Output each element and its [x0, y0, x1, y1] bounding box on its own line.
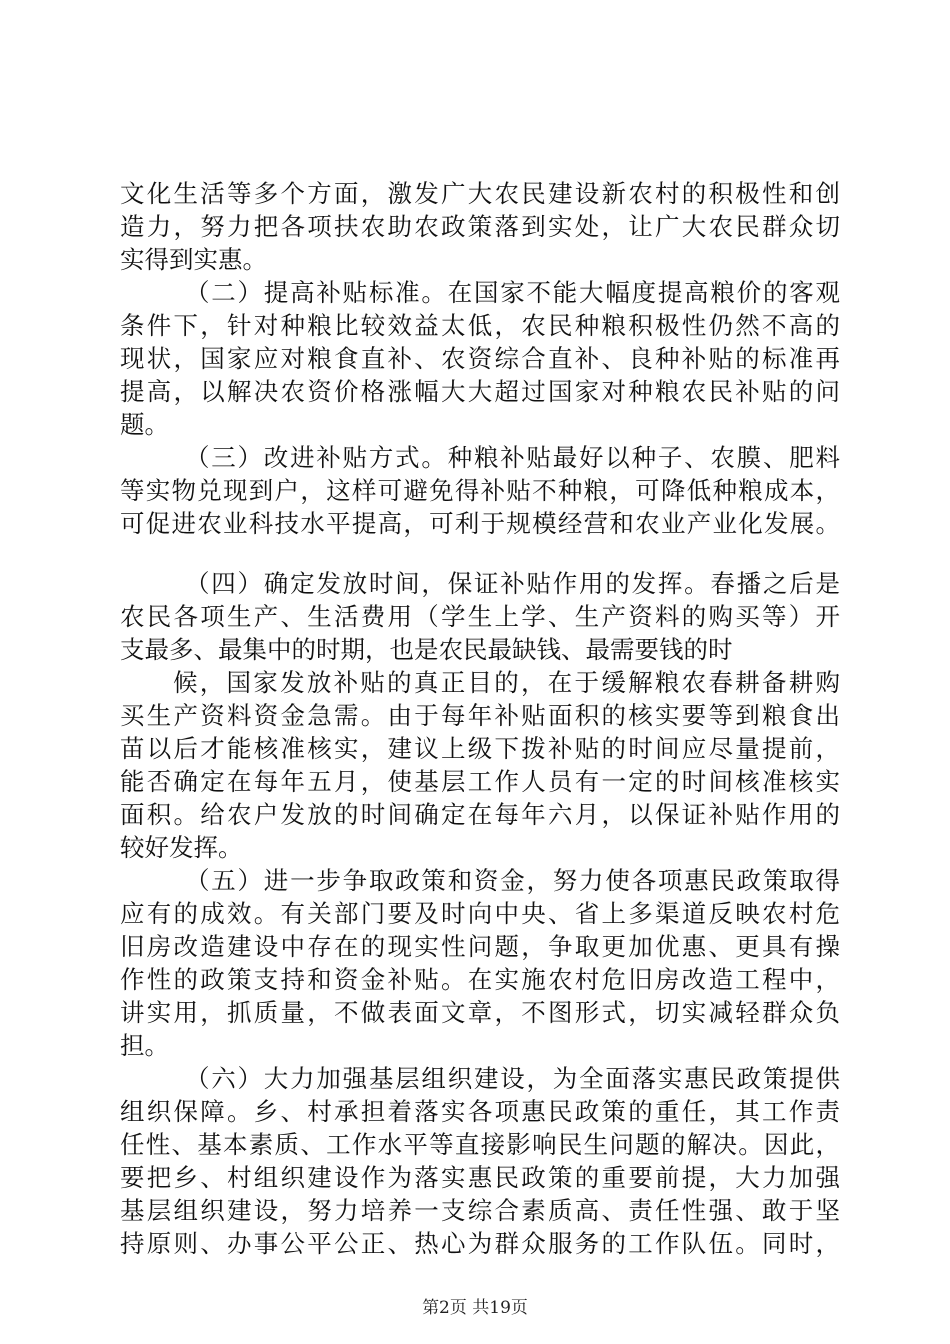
- text-line: 实得到实惠。: [120, 245, 267, 274]
- text-line: 任性、基本素质、工作水平等直接影响民生问题的解决。因此，: [120, 1130, 840, 1159]
- paragraph-first-line: （四）确定发放时间，保证补贴作用的发挥。春播之后是: [185, 569, 840, 598]
- text-line: 支最多、最集中的时期，也是农民最缺钱、最需要钱的时: [120, 635, 733, 664]
- text-line: 文化生活等多个方面，激发广大农民建设新农村的积极性和创: [120, 179, 840, 208]
- text-line: 较好发挥。: [120, 833, 243, 862]
- text-line: 苗以后才能核准核实，建议上级下拨补贴的时间应尽量提前，: [120, 734, 840, 763]
- text-line: 买生产资料资金急需。由于每年补贴面积的核实要等到粮食出: [120, 701, 840, 730]
- text-line: 担。: [120, 1031, 169, 1060]
- text-line: 候，国家发放补贴的真正目的，在于缓解粮农春耕备耕购: [173, 668, 840, 697]
- text-line: 提高，以解决农资价格涨幅大大超过国家对种粮农民补贴的问: [120, 377, 840, 406]
- paragraph-first-line: （六）大力加强基层组织建设，为全面落实惠民政策提供: [185, 1064, 840, 1093]
- paragraph-first-line: （二）提高补贴标准。在国家不能大幅度提高粮价的客观: [185, 278, 840, 307]
- text-line: 要把乡、村组织建设作为落实惠民政策的重要前提，大力加强: [120, 1163, 840, 1192]
- text-line: 等实物兑现到户，这样可避免得补贴不种粮，可降低种粮成本，: [120, 476, 840, 505]
- text-line: 农民各项生产、生活费用（学生上学、生产资料的购买等）开: [120, 602, 840, 631]
- text-line: 题。: [120, 410, 169, 439]
- text-line: 应有的成效。有关部门要及时向中央、省上多渠道反映农村危: [120, 899, 840, 928]
- text-line: 持原则、办事公平公正、热心为群众服务的工作队伍。同时，: [120, 1229, 840, 1258]
- text-line: 现状，国家应对粮食直补、农资综合直补、良种补贴的标准再: [120, 344, 840, 373]
- text-line: 作性的政策支持和资金补贴。在实施农村危旧房改造工程中，: [120, 965, 840, 994]
- paragraph-first-line: （三）改进补贴方式。种粮补贴最好以种子、农膜、肥料: [185, 443, 840, 472]
- text-line: 条件下，针对种粮比较效益太低，农民种粮积极性仍然不高的: [120, 311, 840, 340]
- text-line: 面积。给农户发放的时间确定在每年六月，以保证补贴作用的: [120, 800, 840, 829]
- text-line: 造力，努力把各项扶农助农政策落到实处，让广大农民群众切: [120, 212, 840, 241]
- text-line: 旧房改造建设中存在的现实性问题，争取更加优惠、更具有操: [120, 932, 840, 961]
- text-line: 可促进农业科技水平提高，可利于规模经营和农业产业化发展。: [120, 509, 840, 538]
- text-line: 组织保障。乡、村承担着落实各项惠民政策的重任，其工作责: [120, 1097, 840, 1126]
- text-line: 基层组织建设，努力培养一支综合素质高、责任性强、敢于坚: [120, 1196, 840, 1225]
- page-number-footer: 第2页 共19页: [422, 1298, 528, 1318]
- text-line: 能否确定在每年五月，使基层工作人员有一定的时间核准核实: [120, 767, 840, 796]
- text-line: 讲实用，抓质量，不做表面文章，不图形式，切实减轻群众负: [120, 998, 840, 1027]
- paragraph-first-line: （五）进一步争取政策和资金，努力使各项惠民政策取得: [185, 866, 840, 895]
